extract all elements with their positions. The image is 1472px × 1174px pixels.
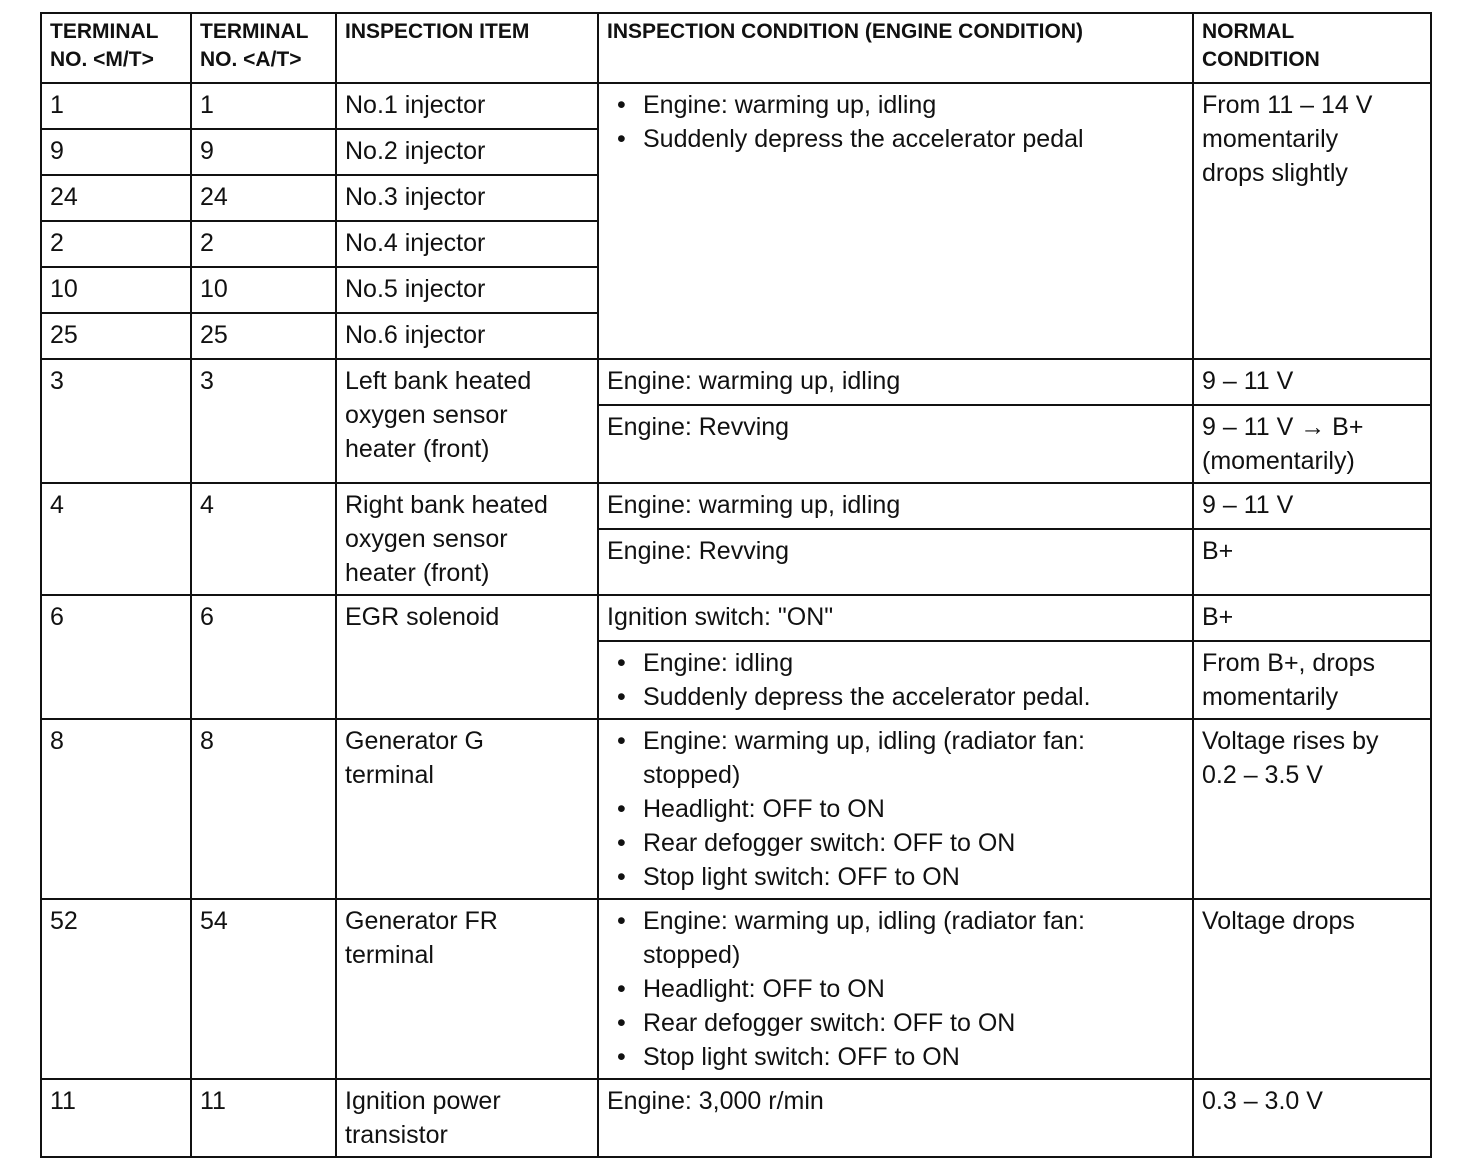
header-terminal-at xyxy=(191,13,336,83)
cell-item xyxy=(336,359,598,483)
cell-normal: 0.3 – 3.0 V xyxy=(1193,1079,1431,1157)
cell-at: 1 xyxy=(191,83,336,129)
cell-item xyxy=(336,899,598,1079)
cell-mt: 52 xyxy=(41,899,191,1079)
header-text: TERMINAL xyxy=(50,20,159,43)
cell-condition: Engine: warming up, idling xyxy=(598,359,1193,405)
header-terminal-mt xyxy=(41,13,191,83)
header-text: NO. <M/T> xyxy=(50,48,154,71)
table-row-egr-a xyxy=(41,595,1431,641)
header-inspection-condition: INSPECTION CONDITION (ENGINE CONDITION) xyxy=(598,13,1193,83)
header-text: NO. <A/T> xyxy=(200,48,302,71)
terminal-inspection-sheet xyxy=(40,12,1430,1158)
normal-text: Voltage rises by xyxy=(1202,727,1379,755)
cell-at: 4 xyxy=(191,483,336,595)
list-item: • Engine: idling xyxy=(607,646,1184,680)
list-item: • Engine: warming up, idling (radiator fan: stopped) xyxy=(607,904,1184,972)
cell-normal xyxy=(1193,405,1431,483)
cell-mt: 24 xyxy=(41,175,191,221)
table-row-left-o2-a xyxy=(41,359,1431,405)
header-text: TERMINAL xyxy=(200,20,309,43)
item-text: terminal xyxy=(345,941,434,969)
cell-item: No.4 injector xyxy=(336,221,598,267)
cell-normal: B+ xyxy=(1193,529,1431,595)
cell-item xyxy=(336,1079,598,1157)
list-item: • Engine: warming up, idling (radiator fan: stopped) xyxy=(607,724,1184,792)
header-normal-condition xyxy=(1193,13,1431,83)
cell-normal: 9 – 11 V xyxy=(1193,359,1431,405)
item-text: heater (front) xyxy=(345,559,490,587)
terminal-inspection-table xyxy=(40,12,1432,1158)
normal-text: 0.2 – 3.5 V xyxy=(1202,761,1323,789)
cell-mt: 3 xyxy=(41,359,191,483)
list-item: • Headlight: OFF to ON xyxy=(607,792,1184,826)
cell-mt: 10 xyxy=(41,267,191,313)
table-row-generator-g xyxy=(41,719,1431,899)
table-row-ignition xyxy=(41,1079,1431,1157)
cell-at: 6 xyxy=(191,595,336,719)
cell-at: 8 xyxy=(191,719,336,899)
normal-text: momentarily xyxy=(1202,125,1339,153)
cell-condition: Ignition switch: "ON" xyxy=(598,595,1193,641)
cell-at: 25 xyxy=(191,313,336,359)
table-header xyxy=(41,13,1431,83)
cell-injector-normal xyxy=(1193,83,1431,359)
item-text: transistor xyxy=(345,1121,448,1149)
item-text: oxygen sensor xyxy=(345,525,508,553)
list-item: • Headlight: OFF to ON xyxy=(607,972,1184,1006)
cell-mt: 11 xyxy=(41,1079,191,1157)
list-item: • Rear defogger switch: OFF to ON xyxy=(607,1006,1184,1040)
cell-injector-condition xyxy=(598,83,1193,359)
cell-normal: B+ xyxy=(1193,595,1431,641)
cell-at: 2 xyxy=(191,221,336,267)
cell-mt: 4 xyxy=(41,483,191,595)
item-text: Ignition power xyxy=(345,1087,501,1115)
cell-at: 24 xyxy=(191,175,336,221)
cell-item: No.1 injector xyxy=(336,83,598,129)
condition-list xyxy=(607,646,1184,714)
cell-item xyxy=(336,483,598,595)
cell-condition: Engine: 3,000 r/min xyxy=(598,1079,1193,1157)
cell-condition xyxy=(598,641,1193,719)
cell-mt: 6 xyxy=(41,595,191,719)
cell-item: EGR solenoid xyxy=(336,595,598,719)
table-row-generator-fr xyxy=(41,899,1431,1079)
normal-text: drops slightly xyxy=(1202,159,1348,187)
header-text: NORMAL xyxy=(1202,20,1295,43)
cell-at: 10 xyxy=(191,267,336,313)
table-row-injector-1 xyxy=(41,83,1431,129)
table-body xyxy=(41,83,1431,1157)
item-text: heater (front) xyxy=(345,435,490,463)
cell-mt: 9 xyxy=(41,129,191,175)
normal-text: 9 – 11 V → B+ xyxy=(1202,413,1364,441)
cell-at: 11 xyxy=(191,1079,336,1157)
cell-condition xyxy=(598,899,1193,1079)
header-inspection-item: INSPECTION ITEM xyxy=(336,13,598,83)
list-item: • Suddenly depress the accelerator pedal. xyxy=(607,680,1184,714)
condition-list xyxy=(607,904,1184,1074)
list-item: • Rear defogger switch: OFF to ON xyxy=(607,826,1184,860)
cell-mt: 1 xyxy=(41,83,191,129)
list-item: • Suddenly depress the accelerator pedal xyxy=(607,122,1184,156)
cell-item: No.6 injector xyxy=(336,313,598,359)
item-text: Left bank heated xyxy=(345,367,532,395)
cell-at: 54 xyxy=(191,899,336,1079)
condition-list xyxy=(607,724,1184,894)
cell-at: 9 xyxy=(191,129,336,175)
normal-text: (momentarily) xyxy=(1202,447,1355,475)
cell-normal: Voltage drops xyxy=(1193,899,1431,1079)
condition-list xyxy=(607,88,1184,156)
list-item: • Engine: warming up, idling xyxy=(607,88,1184,122)
cell-item: No.3 injector xyxy=(336,175,598,221)
cell-condition: Engine: Revving xyxy=(598,529,1193,595)
item-text: Generator G xyxy=(345,727,484,755)
cell-normal: 9 – 11 V xyxy=(1193,483,1431,529)
normal-text: From B+, drops xyxy=(1202,649,1375,677)
list-item: • Stop light switch: OFF to ON xyxy=(607,860,1184,894)
normal-text: momentarily xyxy=(1202,683,1339,711)
normal-text: From 11 – 14 V xyxy=(1202,91,1373,119)
cell-mt: 8 xyxy=(41,719,191,899)
cell-condition: Engine: Revving xyxy=(598,405,1193,483)
header-text: CONDITION xyxy=(1202,48,1320,71)
cell-condition: Engine: warming up, idling xyxy=(598,483,1193,529)
item-text: terminal xyxy=(345,761,434,789)
item-text: oxygen sensor xyxy=(345,401,508,429)
item-text: Generator FR xyxy=(345,907,498,935)
cell-condition xyxy=(598,719,1193,899)
cell-mt: 25 xyxy=(41,313,191,359)
cell-item: No.5 injector xyxy=(336,267,598,313)
list-item: • Stop light switch: OFF to ON xyxy=(607,1040,1184,1074)
cell-normal xyxy=(1193,641,1431,719)
cell-at: 3 xyxy=(191,359,336,483)
cell-mt: 2 xyxy=(41,221,191,267)
cell-item xyxy=(336,719,598,899)
header-row xyxy=(41,13,1431,83)
cell-normal xyxy=(1193,719,1431,899)
cell-item: No.2 injector xyxy=(336,129,598,175)
table-row-right-o2-a xyxy=(41,483,1431,529)
item-text: Right bank heated xyxy=(345,491,548,519)
